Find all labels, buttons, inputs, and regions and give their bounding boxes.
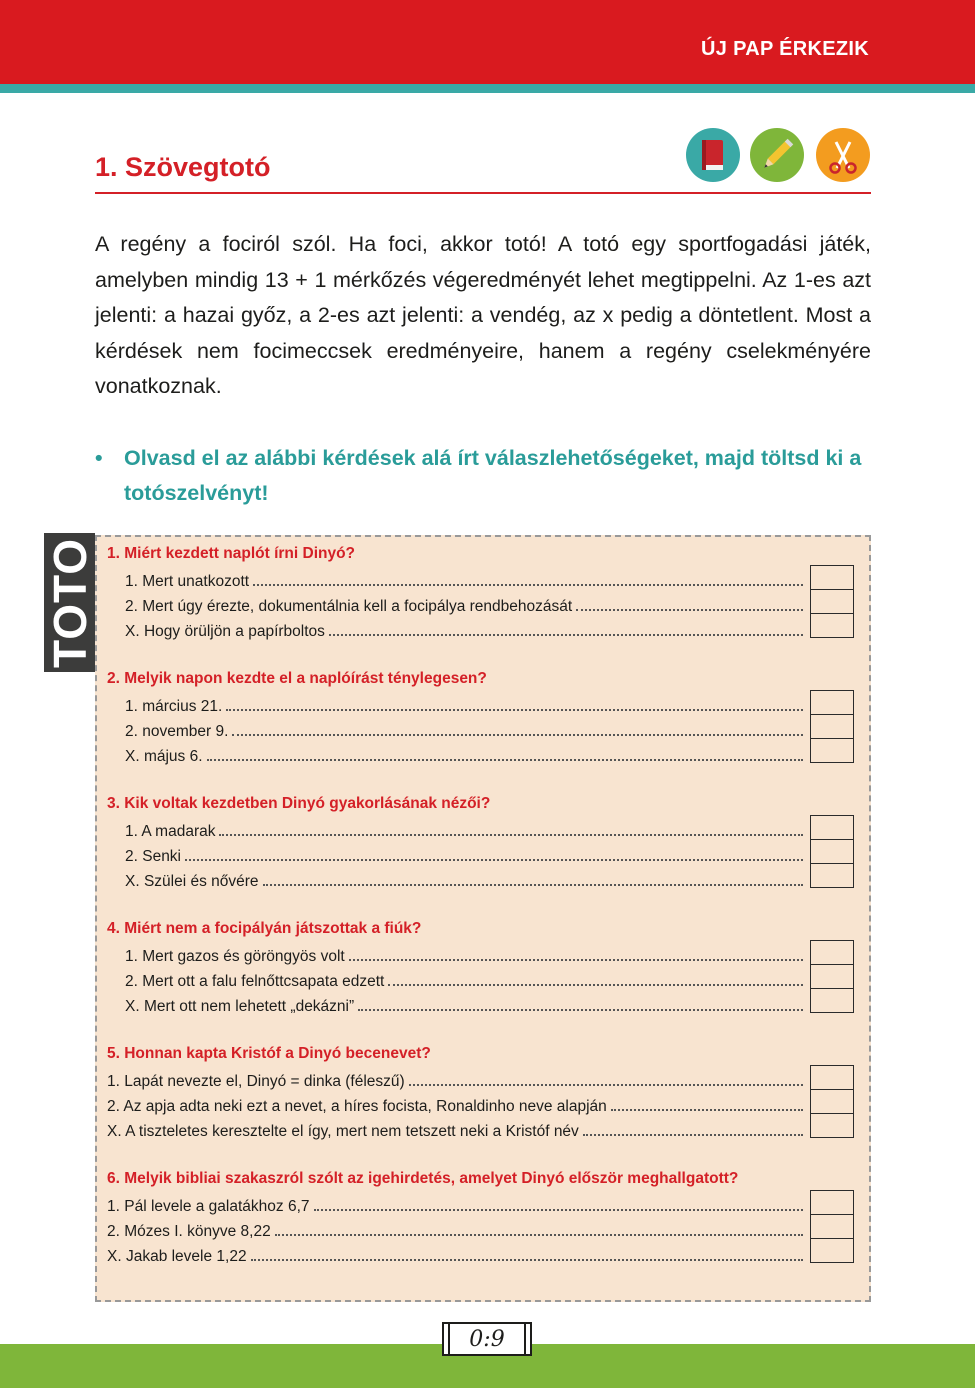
answer-checkbox[interactable]	[811, 691, 853, 715]
answer-3-2: 2. Senki	[125, 844, 806, 866]
answer-2-2: 2. november 9.	[125, 719, 806, 741]
task-instruction	[95, 441, 871, 511]
answer-boxes-5	[810, 1065, 854, 1138]
answer-checkbox[interactable]	[811, 1191, 853, 1215]
question-1: 1. Miért kezdett naplót írni Dinyó?	[107, 545, 356, 562]
answer-checkbox[interactable]	[811, 590, 853, 614]
page-number: 0:9	[442, 1322, 532, 1356]
answer-checkbox[interactable]	[811, 715, 853, 739]
answer-4-1: 1. Mert gazos és göröngyös volt	[125, 944, 806, 966]
question-2: 2. Melyik napon kezdte el a naplóírást ténylegesen?	[107, 670, 487, 687]
answer-checkbox[interactable]	[811, 864, 853, 887]
answer-checkbox[interactable]	[811, 1114, 853, 1137]
answer-boxes-4	[810, 940, 854, 1013]
answer-boxes-6	[810, 1190, 854, 1263]
scissors-icon	[816, 128, 870, 182]
answer-3-1: 1. A madarak	[125, 819, 806, 841]
answer-3-x: X. Szülei és nővére	[125, 869, 806, 891]
pencil-icon	[750, 128, 804, 182]
section-title: 1. Szövegtotó	[95, 152, 271, 182]
answer-checkbox[interactable]	[811, 1239, 853, 1262]
answer-1-1: 1. Mert unatkozott	[125, 569, 806, 591]
answer-6-2: 2. Mózes I. könyve 8,22	[107, 1219, 806, 1241]
task-text: Olvasd el az alábbi kérdések alá írt válaszlehetőségeket, majd töltsd ki a totószelvényt!	[124, 446, 862, 505]
toto-label-text: TOTO	[43, 537, 96, 668]
task-bullet: •	[95, 446, 103, 470]
answer-checkbox[interactable]	[811, 989, 853, 1012]
answer-5-2: 2. Az apja adta neki ezt a nevet, a híres focista, Ronaldinho neve alapján	[107, 1094, 806, 1116]
answer-6-x: X. Jakab levele 1,22	[107, 1244, 806, 1266]
answer-boxes-3	[810, 815, 854, 888]
toto-coupon	[95, 535, 871, 1302]
answer-checkbox[interactable]	[811, 965, 853, 989]
answer-checkbox[interactable]	[811, 1090, 853, 1114]
running-title: ÚJ PAP ÉRKEZIK	[701, 38, 869, 60]
question-3: 3. Kik voltak kezdetben Dinyó gyakorlásának nézői?	[107, 795, 491, 812]
book-icon	[686, 128, 740, 182]
question-4: 4. Miért nem a focipályán játszottak a fiúk?	[107, 920, 422, 937]
title-underline	[95, 192, 871, 194]
answer-6-1: 1. Pál levele a galatákhoz 6,7	[107, 1194, 806, 1216]
answer-checkbox[interactable]	[811, 816, 853, 840]
intro-paragraph: A regény a fociról szól. Ha foci, akkor totó! A totó egy sportfogadási játék, amelyben mindig 13 + 1 mérkőzés végeredményét lehet megtippelni. Az 1-es azt jelenti: a hazai győz, a 2-es azt jelenti: a vendég, az x pedig a döntetlent. Most a kérdések nem focimeccsek eredményeire, hanem a regény cselekményére vonatkoznak.	[95, 232, 871, 398]
toto-label	[44, 533, 95, 672]
answer-checkbox[interactable]	[811, 614, 853, 637]
answer-1-x: X. Hogy örüljön a papírboltos	[125, 619, 806, 641]
question-6: 6. Melyik bibliai szakaszról szólt az igehirdetés, amelyet Dinyó először meghallgatott?	[107, 1170, 739, 1187]
answer-checkbox[interactable]	[811, 739, 853, 762]
answer-5-1: 1. Lapát nevezte el, Dinyó = dinka (féleszű)	[107, 1069, 806, 1091]
answer-checkbox[interactable]	[811, 566, 853, 590]
answer-4-x: X. Mert ott nem lehetett „dekázni”	[125, 994, 806, 1016]
answer-5-x: X. A tiszteletes keresztelte el így, mert nem tetszett neki a Kristóf név	[107, 1119, 806, 1141]
answer-2-x: X. május 6.	[125, 744, 806, 766]
question-5: 5. Honnan kapta Kristóf a Dinyó becenevet?	[107, 1045, 431, 1062]
answer-checkbox[interactable]	[811, 1215, 853, 1239]
answer-2-1: 1. március 21.	[125, 694, 806, 716]
answer-4-2: 2. Mert ott a falu felnőttcsapata edzett	[125, 969, 806, 991]
answer-1-2: 2. Mert úgy érezte, dokumentálnia kell a focipálya rendbehozását	[125, 594, 806, 616]
answer-checkbox[interactable]	[811, 941, 853, 965]
answer-checkbox[interactable]	[811, 840, 853, 864]
top-banner-stripe	[0, 84, 975, 93]
answer-boxes-2	[810, 690, 854, 763]
answer-boxes-1	[810, 565, 854, 638]
answer-checkbox[interactable]	[811, 1066, 853, 1090]
